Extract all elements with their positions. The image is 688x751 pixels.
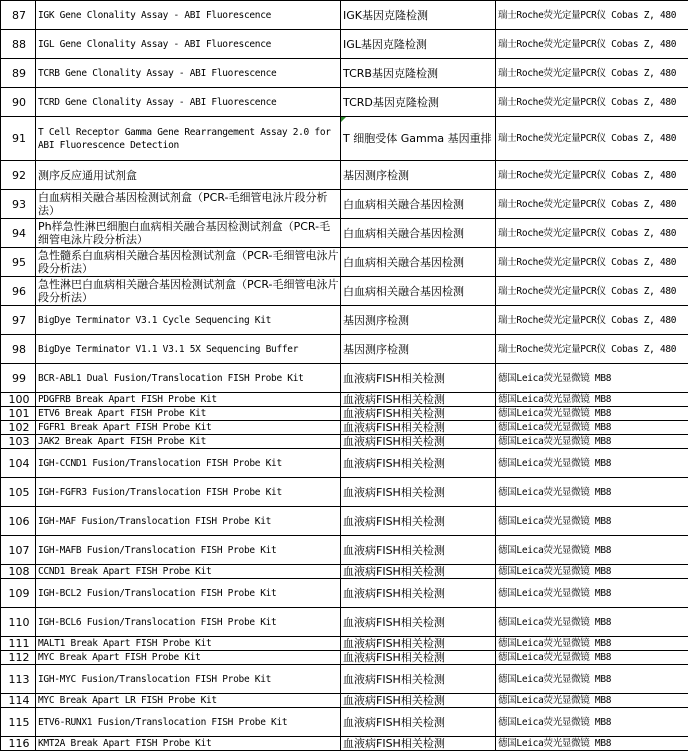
reagent-name[interactable]: IGK Gene Clonality Assay - ABI Fluorescence	[36, 1, 341, 30]
test-purpose[interactable]: 基因测序检测	[341, 161, 496, 190]
instrument[interactable]: 德国Leica荧光显微镜 MB8	[496, 393, 688, 407]
reagent-name[interactable]: ETV6 Break Apart FISH Probe Kit	[36, 407, 341, 421]
row-number[interactable]: 99	[1, 364, 36, 393]
test-purpose[interactable]: 血液病FISH相关检测	[341, 665, 496, 694]
reagent-name[interactable]: PDGFRB Break Apart FISH Probe Kit	[36, 393, 341, 407]
instrument[interactable]: 瑞士Roche荧光定量PCR仪 Cobas Z, 480	[496, 248, 688, 277]
table-row	[1, 651, 688, 665]
table-row	[1, 565, 688, 579]
reagent-name[interactable]: 白血病相关融合基因检测试剂盒（PCR-毛细管电泳片段分析法）	[36, 190, 341, 219]
row-number[interactable]: 93	[1, 190, 36, 219]
row-number[interactable]: 95	[1, 248, 36, 277]
test-purpose[interactable]: 白血病相关融合基因检测	[341, 190, 496, 219]
table-row	[1, 608, 688, 637]
test-purpose[interactable]: 白血病相关融合基因检测	[341, 219, 496, 248]
table-row	[1, 637, 688, 651]
row-number[interactable]: 109	[1, 579, 36, 608]
reagent-table-body	[1, 1, 688, 751]
reagent-name[interactable]: ETV6-RUNX1 Fusion/Translocation FISH Probe Kit	[36, 708, 341, 737]
test-purpose[interactable]	[341, 117, 496, 161]
row-number[interactable]: 113	[1, 665, 36, 694]
table-row	[1, 190, 688, 219]
instrument[interactable]: 瑞士Roche荧光定量PCR仪 Cobas Z, 480	[496, 88, 688, 117]
test-purpose[interactable]: 血液病FISH相关检测	[341, 694, 496, 708]
row-number[interactable]: 96	[1, 277, 36, 306]
reagent-name[interactable]: MYC Break Apart FISH Probe Kit	[36, 651, 341, 665]
reagent-name[interactable]: KMT2A Break Apart FISH Probe Kit	[36, 737, 341, 751]
instrument[interactable]: 德国Leica荧光显微镜 MB8	[496, 651, 688, 665]
row-number[interactable]: 88	[1, 30, 36, 59]
table-row	[1, 507, 688, 536]
test-purpose[interactable]: 血液病FISH相关检测	[341, 393, 496, 407]
row-number[interactable]: 106	[1, 507, 36, 536]
row-number[interactable]: 105	[1, 478, 36, 507]
instrument[interactable]: 瑞士Roche荧光定量PCR仪 Cobas Z, 480	[496, 190, 688, 219]
table-row	[1, 407, 688, 421]
instrument[interactable]: 德国Leica荧光显微镜 MB8	[496, 708, 688, 737]
test-purpose[interactable]: 血液病FISH相关检测	[341, 507, 496, 536]
row-number[interactable]: 111	[1, 637, 36, 651]
table-row	[1, 30, 688, 59]
table-row	[1, 219, 688, 248]
instrument[interactable]: 瑞士Roche荧光定量PCR仪 Cobas Z, 480	[496, 1, 688, 30]
table-row	[1, 277, 688, 306]
reagent-name[interactable]: IGH-CCND1 Fusion/Translocation FISH Probe Kit	[36, 449, 341, 478]
row-number[interactable]: 107	[1, 536, 36, 565]
test-purpose[interactable]: TCRB基因克隆检测	[341, 59, 496, 88]
test-purpose[interactable]: 血液病FISH相关检测	[341, 435, 496, 449]
reagent-name[interactable]: IGH-BCL2 Fusion/Translocation FISH Probe Kit	[36, 579, 341, 608]
table-row	[1, 665, 688, 694]
test-purpose-text: T 细胞受体 Gamma 基因重排	[343, 132, 492, 145]
reagent-name[interactable]: MALT1 Break Apart FISH Probe Kit	[36, 637, 341, 651]
instrument[interactable]: 瑞士Roche荧光定量PCR仪 Cobas Z, 480	[496, 277, 688, 306]
instrument[interactable]: 德国Leica荧光显微镜 MB8	[496, 407, 688, 421]
reagent-name[interactable]: 测序反应通用试剂盒	[36, 161, 341, 190]
instrument[interactable]: 瑞士Roche荧光定量PCR仪 Cobas Z, 480	[496, 219, 688, 248]
table-row	[1, 161, 688, 190]
reagent-name[interactable]: BigDye Terminator V3.1 Cycle Sequencing Kit	[36, 306, 341, 335]
instrument[interactable]: 德国Leica荧光显微镜 MB8	[496, 637, 688, 651]
instrument[interactable]: 德国Leica荧光显微镜 MB8	[496, 435, 688, 449]
row-number[interactable]: 104	[1, 449, 36, 478]
test-purpose[interactable]: 血液病FISH相关检测	[341, 651, 496, 665]
instrument[interactable]: 瑞士Roche荧光定量PCR仪 Cobas Z, 480	[496, 161, 688, 190]
reagent-name[interactable]: IGH-MYC Fusion/Translocation FISH Probe Kit	[36, 665, 341, 694]
row-number[interactable]: 110	[1, 608, 36, 637]
test-purpose[interactable]: 血液病FISH相关检测	[341, 421, 496, 435]
row-number[interactable]: 89	[1, 59, 36, 88]
test-purpose[interactable]: 血液病FISH相关检测	[341, 608, 496, 637]
test-purpose[interactable]: IGK基因克隆检测	[341, 1, 496, 30]
test-purpose[interactable]: 白血病相关融合基因检测	[341, 248, 496, 277]
instrument[interactable]: 德国Leica荧光显微镜 MB8	[496, 665, 688, 694]
reagent-name[interactable]: Ph样急性淋巴细胞白血病相关融合基因检测试剂盒（PCR-毛细管电泳片段分析法）	[36, 219, 341, 248]
reagent-name[interactable]: BigDye Terminator V1.1 V3.1 5X Sequencing Buffer	[36, 335, 341, 364]
test-purpose[interactable]: 血液病FISH相关检测	[341, 565, 496, 579]
table-row	[1, 59, 688, 88]
comment-indicator-icon	[341, 117, 346, 122]
reagent-name[interactable]: IGH-BCL6 Fusion/Translocation FISH Probe Kit	[36, 608, 341, 637]
row-number[interactable]: 112	[1, 651, 36, 665]
instrument[interactable]: 德国Leica荧光显微镜 MB8	[496, 737, 688, 751]
instrument[interactable]: 瑞士Roche荧光定量PCR仪 Cobas Z, 480	[496, 117, 688, 161]
test-purpose[interactable]: 血液病FISH相关检测	[341, 708, 496, 737]
test-purpose[interactable]: 血液病FISH相关检测	[341, 449, 496, 478]
reagent-name[interactable]: FGFR1 Break Apart FISH Probe Kit	[36, 421, 341, 435]
row-number[interactable]: 87	[1, 1, 36, 30]
row-number[interactable]: 102	[1, 421, 36, 435]
table-row	[1, 579, 688, 608]
instrument[interactable]: 德国Leica荧光显微镜 MB8	[496, 421, 688, 435]
table-row	[1, 306, 688, 335]
reagent-name[interactable]: IGH-MAF Fusion/Translocation FISH Probe Kit	[36, 507, 341, 536]
row-number[interactable]: 115	[1, 708, 36, 737]
table-row	[1, 335, 688, 364]
instrument[interactable]: 德国Leica荧光显微镜 MB8	[496, 449, 688, 478]
row-number[interactable]: 97	[1, 306, 36, 335]
reagent-name[interactable]: IGL Gene Clonality Assay - ABI Fluorescence	[36, 30, 341, 59]
table-row	[1, 694, 688, 708]
row-number[interactable]: 100	[1, 393, 36, 407]
instrument[interactable]: 瑞士Roche荧光定量PCR仪 Cobas Z, 480	[496, 30, 688, 59]
table-row	[1, 435, 688, 449]
table-row	[1, 248, 688, 277]
test-purpose[interactable]: TCRD基因克隆检测	[341, 88, 496, 117]
row-number[interactable]: 91	[1, 117, 36, 161]
instrument[interactable]: 德国Leica荧光显微镜 MB8	[496, 536, 688, 565]
table-row	[1, 117, 688, 161]
reagent-name[interactable]: 急性髓系白血病相关融合基因检测试剂盒（PCR-毛细管电泳片段分析法）	[36, 248, 341, 277]
reagent-name[interactable]: 急性淋巴白血病相关融合基因检测试剂盒（PCR-毛细管电泳片段分析法）	[36, 277, 341, 306]
table-row	[1, 421, 688, 435]
reagent-name[interactable]: TCRB Gene Clonality Assay - ABI Fluorescence	[36, 59, 341, 88]
reagent-name[interactable]: JAK2 Break Apart FISH Probe Kit	[36, 435, 341, 449]
instrument[interactable]: 德国Leica荧光显微镜 MB8	[496, 694, 688, 708]
row-number[interactable]: 101	[1, 407, 36, 421]
test-purpose[interactable]: 血液病FISH相关检测	[341, 536, 496, 565]
test-purpose[interactable]: 血液病FISH相关检测	[341, 407, 496, 421]
reagent-name[interactable]: IGH-FGFR3 Fusion/Translocation FISH Probe Kit	[36, 478, 341, 507]
instrument[interactable]: 瑞士Roche荧光定量PCR仪 Cobas Z, 480	[496, 306, 688, 335]
table-row	[1, 708, 688, 737]
test-purpose[interactable]: 血液病FISH相关检测	[341, 737, 496, 751]
reagent-name[interactable]: IGH-MAFB Fusion/Translocation FISH Probe Kit	[36, 536, 341, 565]
row-number[interactable]: 103	[1, 435, 36, 449]
test-purpose[interactable]: 基因测序检测	[341, 306, 496, 335]
row-number[interactable]: 116	[1, 737, 36, 751]
test-purpose[interactable]: 白血病相关融合基因检测	[341, 277, 496, 306]
test-purpose[interactable]: 血液病FISH相关检测	[341, 364, 496, 393]
row-number[interactable]: 114	[1, 694, 36, 708]
instrument[interactable]: 德国Leica荧光显微镜 MB8	[496, 507, 688, 536]
row-number[interactable]: 92	[1, 161, 36, 190]
instrument[interactable]: 瑞士Roche荧光定量PCR仪 Cobas Z, 480	[496, 335, 688, 364]
table-row	[1, 536, 688, 565]
row-number[interactable]: 108	[1, 565, 36, 579]
instrument[interactable]: 瑞士Roche荧光定量PCR仪 Cobas Z, 480	[496, 59, 688, 88]
table-row	[1, 364, 688, 393]
instrument[interactable]: 德国Leica荧光显微镜 MB8	[496, 579, 688, 608]
table-row	[1, 478, 688, 507]
test-purpose[interactable]: 血液病FISH相关检测	[341, 579, 496, 608]
reagent-name[interactable]: CCND1 Break Apart FISH Probe Kit	[36, 565, 341, 579]
instrument[interactable]: 德国Leica荧光显微镜 MB8	[496, 565, 688, 579]
instrument[interactable]: 德国Leica荧光显微镜 MB8	[496, 364, 688, 393]
instrument[interactable]: 德国Leica荧光显微镜 MB8	[496, 608, 688, 637]
test-purpose[interactable]: IGL基因克隆检测	[341, 30, 496, 59]
test-purpose[interactable]: 血液病FISH相关检测	[341, 478, 496, 507]
test-purpose[interactable]: 基因测序检测	[341, 335, 496, 364]
reagent-name[interactable]: T Cell Receptor Gamma Gene Rearrangement Assay 2.0 for ABI Fluorescence Detection	[36, 117, 341, 161]
reagent-name[interactable]: TCRD Gene Clonality Assay - ABI Fluorescence	[36, 88, 341, 117]
instrument[interactable]: 德国Leica荧光显微镜 MB8	[496, 478, 688, 507]
reagent-name[interactable]: BCR-ABL1 Dual Fusion/Translocation FISH Probe Kit	[36, 364, 341, 393]
table-row	[1, 88, 688, 117]
table-row	[1, 393, 688, 407]
row-number[interactable]: 94	[1, 219, 36, 248]
table-row	[1, 449, 688, 478]
reagent-name[interactable]: MYC Break Apart LR FISH Probe Kit	[36, 694, 341, 708]
row-number[interactable]: 90	[1, 88, 36, 117]
table-row	[1, 737, 688, 751]
table-row	[1, 1, 688, 30]
row-number[interactable]: 98	[1, 335, 36, 364]
test-purpose[interactable]: 血液病FISH相关检测	[341, 637, 496, 651]
